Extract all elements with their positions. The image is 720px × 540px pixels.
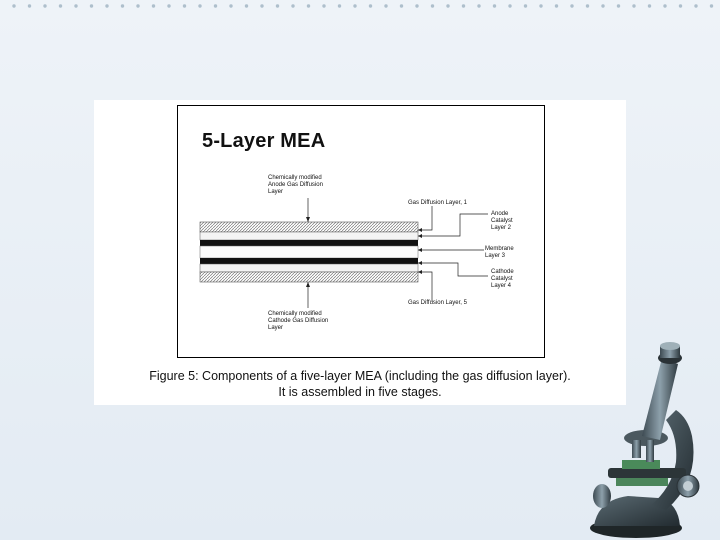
leader-anode-catalyst bbox=[418, 214, 488, 236]
figure-caption bbox=[110, 368, 610, 400]
arrowhead bbox=[306, 282, 310, 287]
diagram-title: 5-Layer MEA bbox=[202, 130, 326, 152]
anode-catalyst-band bbox=[200, 240, 418, 246]
leader-gdl-1 bbox=[418, 206, 432, 230]
arrowhead bbox=[418, 228, 422, 232]
membrane-layer bbox=[200, 246, 418, 258]
label-gas-diffusion-layer-5: Gas Diffusion Layer, 5 bbox=[408, 300, 467, 306]
cathode-catalyst-band bbox=[200, 258, 418, 264]
caption-line-1: Figure 5: Components of a five-layer MEA (including the gas diffusion layer). bbox=[149, 369, 571, 383]
anode-catalyst-layer bbox=[200, 232, 418, 240]
arrowhead bbox=[306, 217, 310, 222]
label-gas-diffusion-layer-1: Gas Diffusion Layer, 1 bbox=[408, 200, 467, 206]
cathode-gas-diffusion-layer bbox=[200, 272, 418, 282]
label-cathode-catalyst-layer: Cathode Catalyst Layer 4 bbox=[491, 269, 514, 289]
arrowhead bbox=[418, 248, 422, 252]
leader-gdl-5 bbox=[418, 272, 432, 302]
arrowhead bbox=[418, 234, 422, 238]
label-anode-catalyst-layer: Anode Catalyst Layer 2 bbox=[491, 211, 513, 231]
anode-gas-diffusion-layer bbox=[200, 222, 418, 232]
label-anode-gas-diffusion-layer: Chemically modified Anode Gas Diffusion Layer bbox=[268, 175, 323, 195]
leader-cathode-catalyst bbox=[418, 263, 488, 276]
cathode-catalyst-layer bbox=[200, 264, 418, 272]
label-membrane-layer: Membrane Layer 3 bbox=[485, 246, 514, 259]
arrowhead bbox=[418, 270, 422, 274]
arrowhead bbox=[418, 261, 422, 265]
label-cathode-gas-diffusion-layer: Chemically modified Cathode Gas Diffusion Layer bbox=[268, 311, 329, 331]
microscope-icon bbox=[588, 340, 720, 540]
caption-line-2: It is assembled in five stages. bbox=[278, 385, 442, 399]
